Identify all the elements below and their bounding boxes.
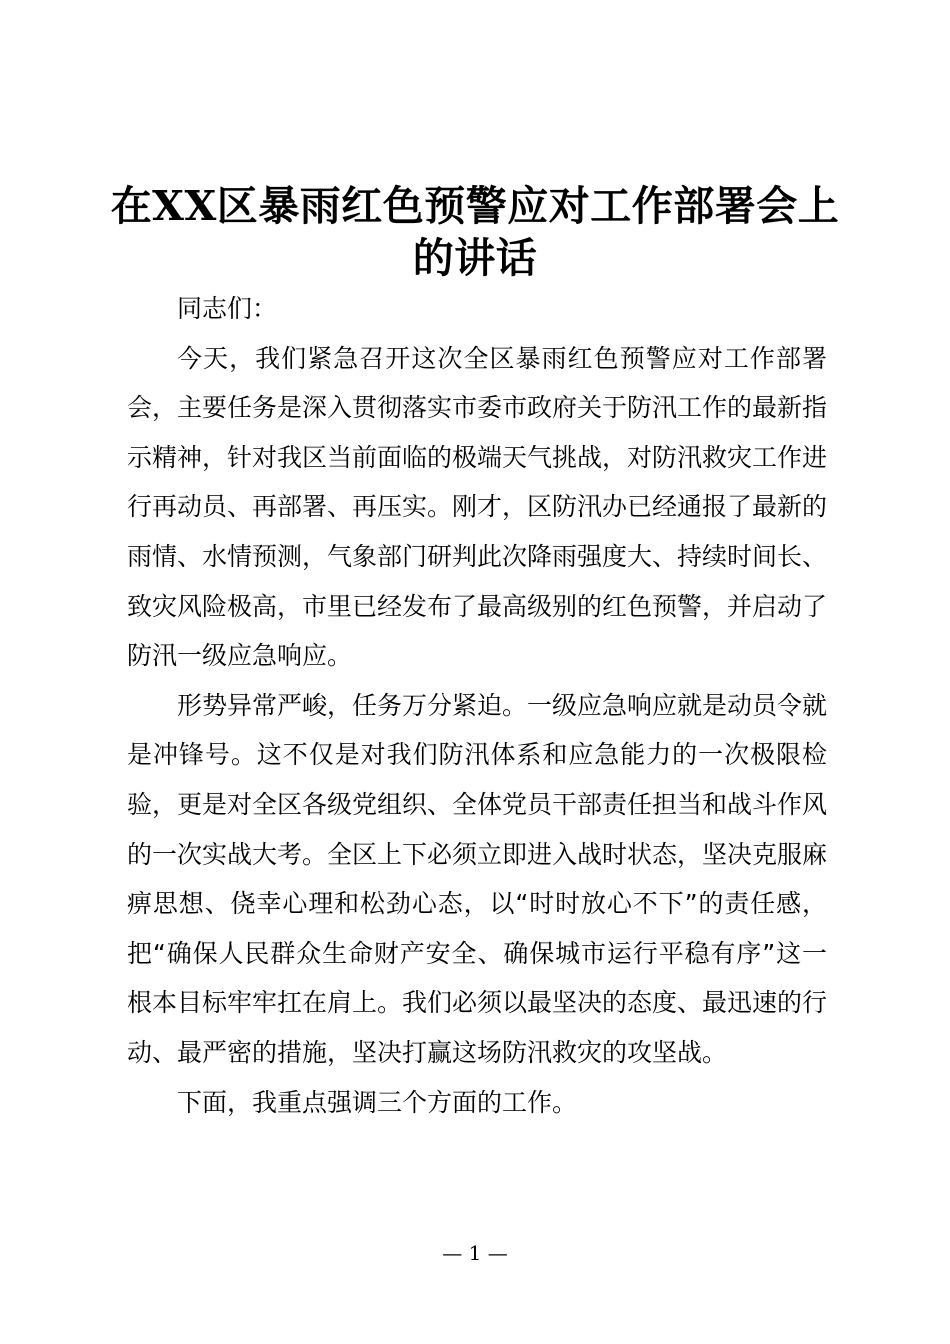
document-title: 在XX区暴雨红色预警应对工作部署会上的讲话 xyxy=(110,182,840,282)
salutation: 同志们： xyxy=(177,294,278,323)
paragraph-3: 下面，我重点强调三个方面的工作。 xyxy=(177,1087,578,1117)
paragraph-2: 形势异常严峻，任务万分紧迫。一级应急响应就是动员令就是冲锋号。这不仅是对我们防汛体系和应急能力的一次极限检验，更是对全区各级党组织、全体党员干部责任担当和战斗作风的一次实战大考。全区上下必须立即进入战时状态，坚决克服麻痹思想、侥幸心理和松劲心态，以“时时放心不下”的责任感，把“确保人民群众生命财产安全、确保城市运行平稳有序”这一根本目标牢牢扛在肩上。我们必须以最坚决的态度、最迅速的行动、最严密的措施，坚决打赢这场防汛救灾的攻坚战。 xyxy=(127,690,828,1067)
page-number: — 1 — xyxy=(442,1241,508,1265)
document-body xyxy=(127,284,827,1127)
paragraph-1: 今天，我们紧急召开这次全区暴雨红色预警应对工作部署会，主要任务是深入贯彻落实市委市政府关于防汛工作的最新指示精神，针对我区当前面临的极端天气挑战，对防汛救灾工作进行再动员、再部署、再压实。刚才，区防汛办已经通报了最新的雨情、水情预测，气象部门研判此次降雨强度大、持续时间长、致灾风险极高，市里已经发布了最高级别的红色预警，并启动了防汛一级应急响应。 xyxy=(127,343,828,671)
